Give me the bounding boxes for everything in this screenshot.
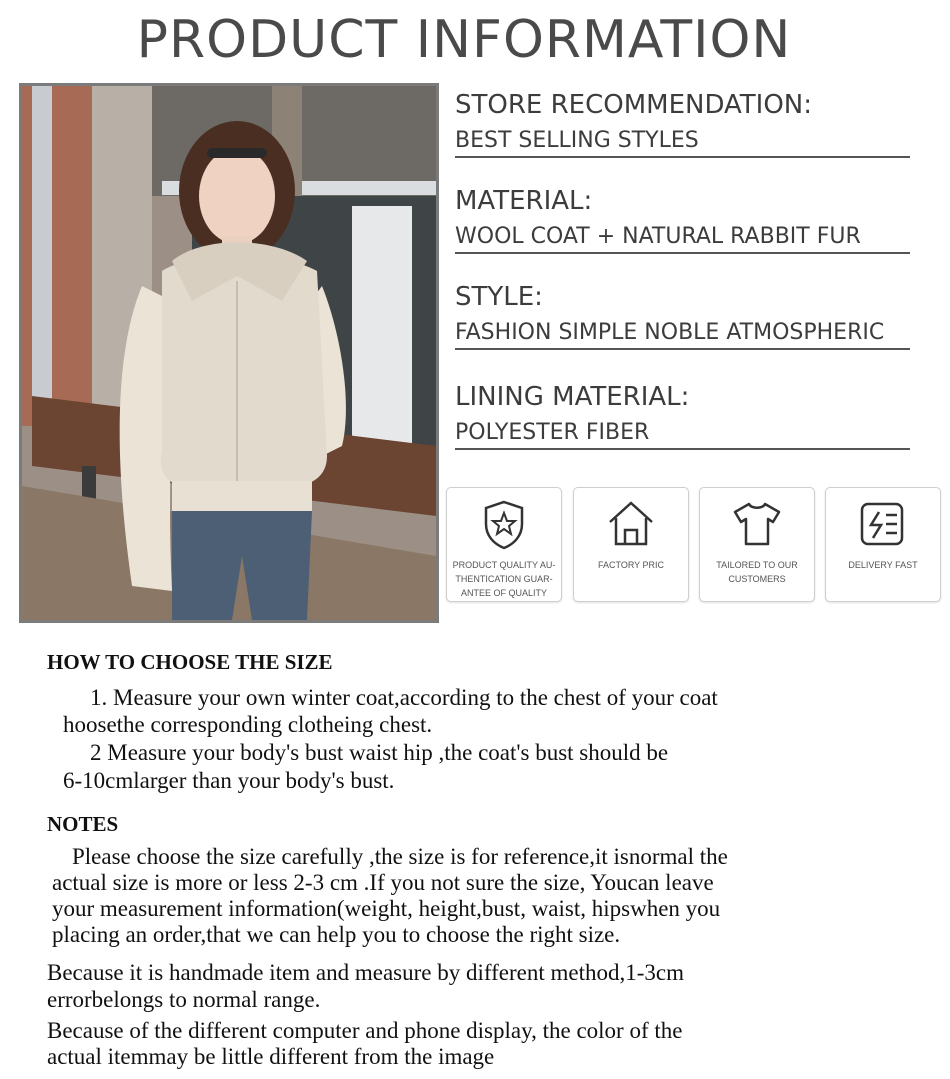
house-icon bbox=[605, 498, 657, 550]
feature-badges bbox=[446, 487, 942, 602]
badge-text: TAILORED TO OUR CUSTOMERS bbox=[716, 560, 798, 584]
notes-para-1-line-1: Please choose the size carefully ,the size is for reference,it isnormal the bbox=[72, 844, 728, 869]
spec-value: POLYESTER FIBER bbox=[455, 420, 910, 450]
badge-text: DELIVERY FAST bbox=[848, 560, 918, 570]
notes-para-3-line-2: actual itemmay be little different from the image bbox=[47, 1044, 495, 1069]
tshirt-icon bbox=[731, 498, 783, 550]
spec-lining-material bbox=[455, 382, 910, 450]
spec-value: FASHION SIMPLE NOBLE ATMOSPHERIC bbox=[455, 320, 910, 350]
badge-text: FACTORY PRIC bbox=[597, 560, 665, 570]
spec-value: BEST SELLING STYLES bbox=[455, 128, 910, 158]
size-guide-heading: HOW TO CHOOSE THE SIZE bbox=[47, 650, 333, 674]
delivery-icon bbox=[857, 498, 909, 550]
notes-para-3-line-1: Because of the different computer and phone display, the color of the bbox=[47, 1018, 683, 1043]
badge-quality bbox=[446, 487, 562, 602]
page-title: PRODUCT INFORMATION bbox=[136, 10, 792, 70]
spec-label: STYLE: bbox=[455, 282, 543, 312]
notes-para-1-line-2: actual size is more or less 2-3 cm .If you not sure the size, Youcan leave bbox=[52, 870, 714, 895]
notes-para-2-line-1: Because it is handmade item and measure by different method,1-3cm bbox=[47, 960, 684, 985]
size-step-2-line-2: 6-10cmlarger than your body's bust. bbox=[63, 768, 395, 793]
product-photo bbox=[19, 83, 439, 623]
badge-factory-price bbox=[573, 487, 689, 602]
size-step-1-line-2: hoosethe corresponding clotheing chest. bbox=[63, 712, 433, 737]
badge-text: PRODUCT QUALITY AU- THENTICATION GUAR- ANTEE OF QUALITY bbox=[452, 560, 556, 598]
spec-label: LINING MATERIAL: bbox=[455, 382, 690, 412]
notes-para-1-line-4: placing an order,that we can help you to choose the right size. bbox=[52, 922, 621, 947]
size-step-2-line-1: 2 Measure your body's bust waist hip ,the coat's bust should be bbox=[90, 740, 669, 765]
shield-star-icon bbox=[478, 498, 530, 550]
spec-value: WOOL COAT + NATURAL RABBIT FUR bbox=[455, 224, 910, 254]
spec-style bbox=[455, 282, 910, 350]
notes-heading: NOTES bbox=[47, 812, 119, 836]
spec-label: STORE RECOMMENDATION: bbox=[455, 90, 813, 120]
notes-para-2-line-2: errorbelongs to normal range. bbox=[47, 987, 321, 1012]
notes-para-1-line-3: your measurement information(weight, height,bust, waist, hipswhen you bbox=[52, 896, 721, 921]
spec-material bbox=[455, 186, 910, 254]
badge-delivery bbox=[825, 487, 941, 602]
spec-label: MATERIAL: bbox=[455, 186, 593, 216]
size-step-1-line-1: 1. Measure your own winter coat,according to the chest of your coat bbox=[90, 685, 718, 710]
badge-tailored bbox=[699, 487, 815, 602]
spec-store-recommendation bbox=[455, 90, 910, 158]
